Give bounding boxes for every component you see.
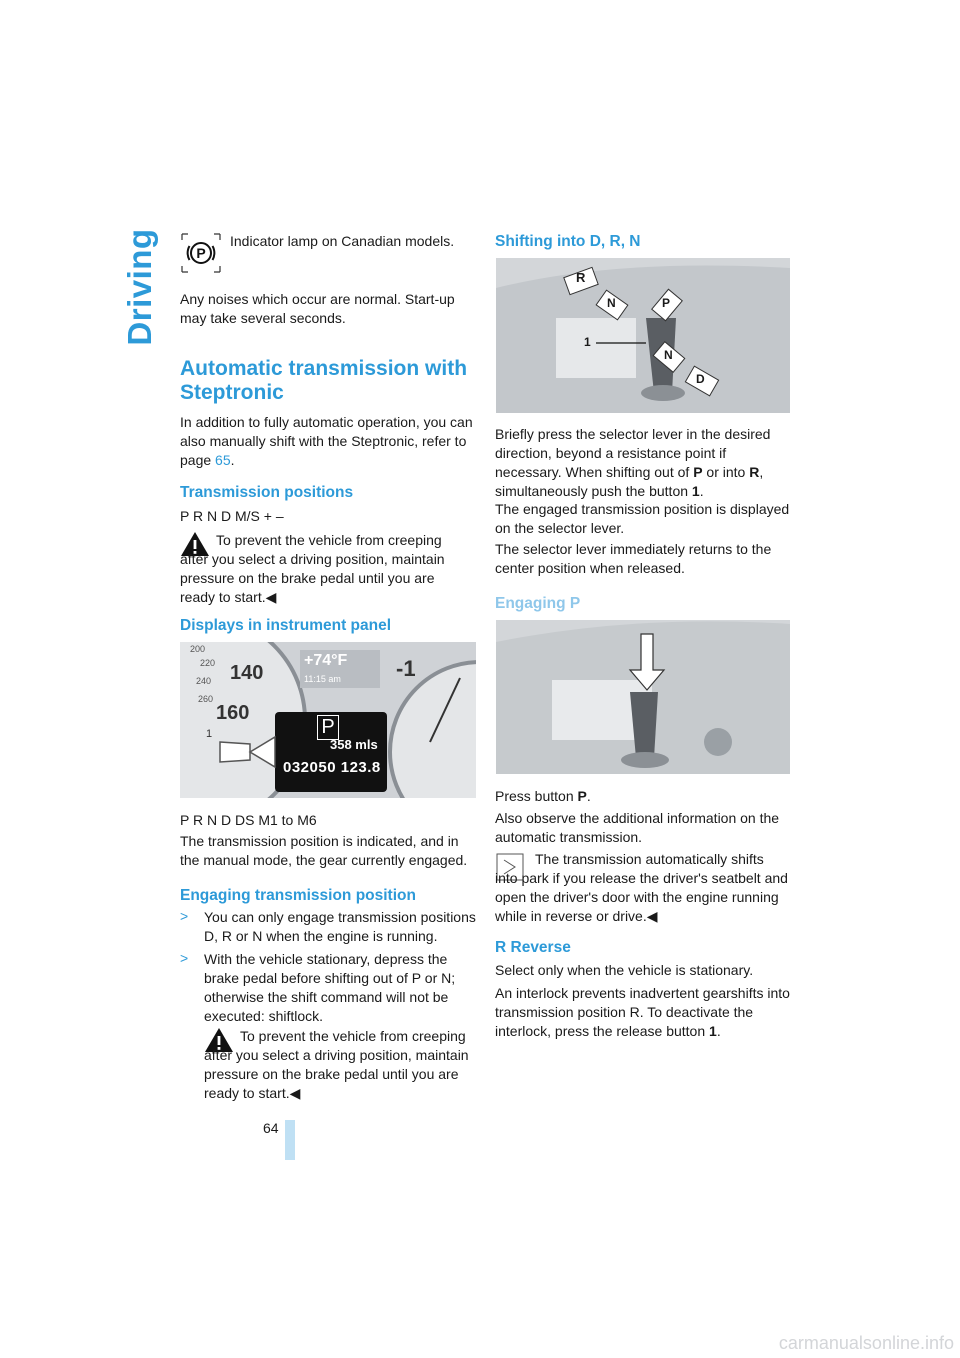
steptronic-intro: In addition to fully automatic operation, you can also manually shift with the Steptronic, refer to page 65. [180,414,473,468]
dial-tick-260: 260 [198,694,214,704]
watermark: carmanualsonline.info [778,1333,954,1353]
page-link-65[interactable]: 65 [215,452,231,468]
section-title-automatic-transmission: Automatic transmission with Steptronic [180,357,468,404]
shift-label-r: R [576,270,586,285]
speed-160: 160 [216,702,250,724]
reverse-interlock-text: An interlock prevents inadvertent gearshifts into transmission position R. To deactivate the interlock, press the release button 1. [495,985,790,1039]
selector-lever-shifting-image [496,258,790,413]
shift-label-d: D [696,372,705,386]
display-positions: P R N D DS M1 to M6 [180,812,317,828]
note-auto-park: The transmission automatically shifts into park if you release the driver's seatbelt and open the driver's door with the engine running while in reverse or drive.◀ [495,851,788,924]
dial-tick-200: 200 [190,644,206,654]
temp-readout: +74°F [304,652,348,669]
speed-140: 140 [230,662,264,684]
shift-label-n-up: N [607,296,616,310]
page-marker-bar [285,1120,295,1160]
heading-shifting-drn: Shifting into D, R, N [495,233,641,250]
dial-tick-240: 240 [196,676,212,686]
indicator-caption: Indicator lamp on Canadian models. [230,233,455,249]
dial-tick-1: 1 [206,728,213,740]
heading-transmission-positions: Transmission positions [180,484,354,501]
reverse-stationary-text: Select only when the vehicle is stationary. [495,962,754,978]
noise-paragraph: Any noises which occur are normal. Start-up may take several seconds. [180,291,455,326]
press-button-p-text: Press button P. [495,788,591,804]
heading-r-reverse: R Reverse [495,939,571,956]
warning-creeping-2: To prevent the vehicle from creeping after you select a driving position, maintain pressure on the brake pedal until you are ready to start.◀ [204,1028,469,1101]
right-dial-minus1: -1 [396,656,416,681]
heading-displays-instrument-panel: Displays in instrument panel [180,617,392,634]
odometer-readout: 032050 123.8 [283,759,381,776]
release-button-label-1: 1 [584,335,591,349]
page-number: 64 [263,1120,279,1136]
bullet-shiftlock: With the vehicle stationary, depress the brake pedal before shifting out of P or N; otherwise the shift command will not be executed: shiftlock. [204,951,456,1024]
selector-lever-p-button-image [496,620,790,774]
bullet-marker: > [180,908,189,924]
engaged-position-text: The engaged transmission position is displayed on the selector lever. [495,501,790,536]
shift-label-n-down: N [664,348,673,362]
shift-label-p: P [662,296,671,310]
dial-tick-220: 220 [200,658,216,668]
warning-creeping-1: To prevent the vehicle from creeping after you select a driving position, maintain pressure on the brake pedal until you are ready to start.◀ [180,532,445,605]
bullet-engine-running: You can only engage transmission positions D, R or N when the engine is running. [204,909,476,944]
shift-instructions: Briefly press the selector lever in the desired direction, beyond a resistance point if necessary. When shifting out of P or into R, simultaneously push the button 1. [495,426,771,499]
lever-returns-text: The selector lever immediately returns to the center position when released. [495,541,772,576]
positions-list: P R N D M/S + – [180,508,284,524]
svg-text:P: P [196,245,206,261]
heading-engaging-p: Engaging P [495,595,581,612]
range-readout: 358 mls [330,737,378,752]
bullet-marker: > [180,950,189,966]
gear-readout: P [317,715,339,740]
display-description: The transmission position is indicated, and in the manual mode, the gear currently engaged. [180,833,468,868]
parking-brake-indicator-icon [180,232,222,274]
side-chapter-title: Driving [121,228,158,346]
heading-engaging-transmission-position: Engaging transmission position [180,887,416,904]
time-readout: 11:15 am [304,674,341,684]
observe-additional-info: Also observe the additional information on the automatic transmission. [495,810,780,845]
instrument-cluster-image [180,642,476,798]
